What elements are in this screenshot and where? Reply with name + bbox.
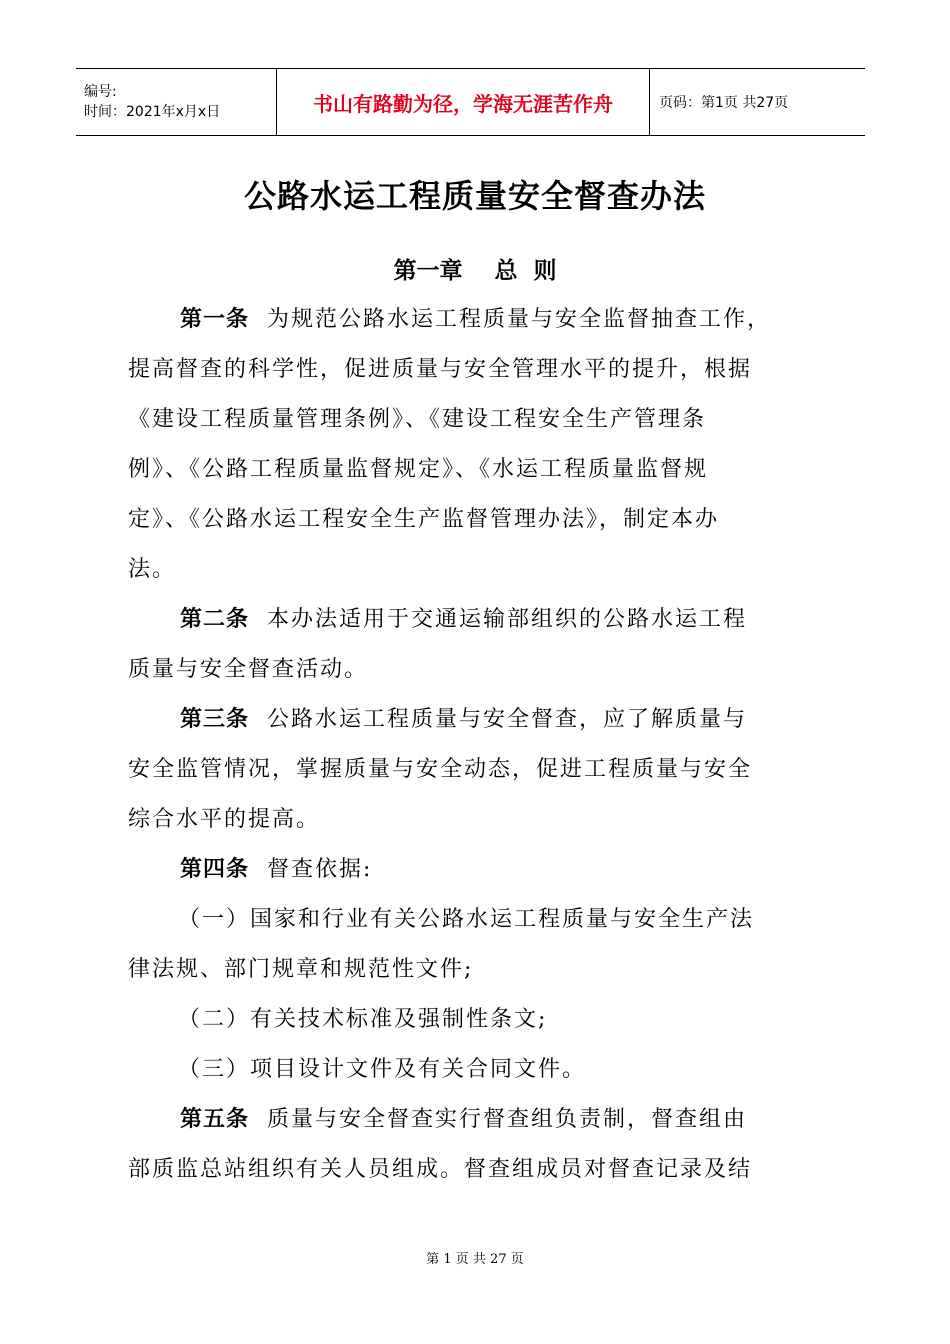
body-line (128, 652, 368, 683)
line-text: 定》、《公路水运工程安全生产监督管理办法》，制定本办 (128, 507, 720, 532)
body-line (128, 752, 752, 783)
article-label: 第三条 (180, 707, 250, 732)
header-meta (76, 69, 277, 135)
page-header (76, 68, 865, 136)
date-label: 时间：2021年x月x日 (84, 104, 221, 120)
body-line (128, 402, 706, 433)
body-line (178, 1052, 586, 1083)
body-line (180, 702, 747, 733)
line-text: 为规范公路水运工程质量与安全监督抽查工作， (249, 307, 772, 332)
body-line (180, 602, 747, 633)
line-text: 提高督查的科学性，促进质量与安全管理水平的提升，根据 (128, 357, 753, 382)
line-text: 综合水平的提高。 (128, 807, 321, 832)
line-text: 督查依据: (249, 857, 373, 882)
article-label: 第二条 (180, 607, 250, 632)
article-label: 第四条 (180, 857, 250, 882)
chapter-heading: 第一章 总 则 (393, 258, 557, 284)
body-line (180, 1102, 747, 1133)
line-text: 部质监总站组织有关人员组成。督查组成员对督查记录及结 (128, 1157, 753, 1182)
body-line (180, 302, 771, 333)
header-page-info: 页码：第1页 共27页 (659, 95, 789, 111)
body-line (178, 902, 754, 933)
line-text: （三）项目设计文件及有关合同文件。 (178, 1057, 587, 1082)
header-motto: 书山有路勤为径，学海无涯苦作舟 (277, 69, 650, 135)
number-label: 编号: (84, 84, 117, 100)
article-label: 第五条 (180, 1107, 250, 1132)
page-footer (0, 1248, 950, 1267)
article-label: 第一条 (180, 307, 250, 332)
line-text: 律法规、部门规章和规范性文件; (128, 957, 474, 982)
footer-page-number: 第 1 页 共 27 页 (426, 1252, 524, 1267)
body-line (128, 552, 176, 583)
line-text: 公路水运工程质量与安全督查，应了解质量与 (249, 707, 748, 732)
body-line (128, 452, 708, 483)
line-text: 质量与安全督查实行督查组负责制，督查组由 (249, 1107, 748, 1132)
line-text: 例》、《公路工程质量监督规定》、《水运工程质量监督规 (128, 457, 709, 482)
body-line (128, 1152, 752, 1183)
line-text: 法。 (128, 557, 177, 582)
line-text: 质量与安全督查活动。 (128, 657, 369, 682)
line-text: （一）国家和行业有关公路水运工程质量与安全生产法 (178, 907, 755, 932)
line-text: 安全监管情况，掌握质量与安全动态，促进工程质量与安全 (128, 757, 753, 782)
body-line (180, 852, 372, 883)
body-line (128, 802, 320, 833)
body-line (178, 1002, 547, 1033)
line-text: （二）有关技术标准及强制性条文; (178, 1007, 548, 1032)
body-line (128, 352, 752, 383)
line-text: 本办法适用于交通运输部组织的公路水运工程 (249, 607, 748, 632)
body-line (128, 952, 473, 983)
line-text: 《建设工程质量管理条例》、《建设工程安全生产管理条 (128, 407, 707, 432)
document-title: 公路水运工程质量安全督查办法 (243, 177, 706, 215)
body-line (128, 502, 719, 533)
